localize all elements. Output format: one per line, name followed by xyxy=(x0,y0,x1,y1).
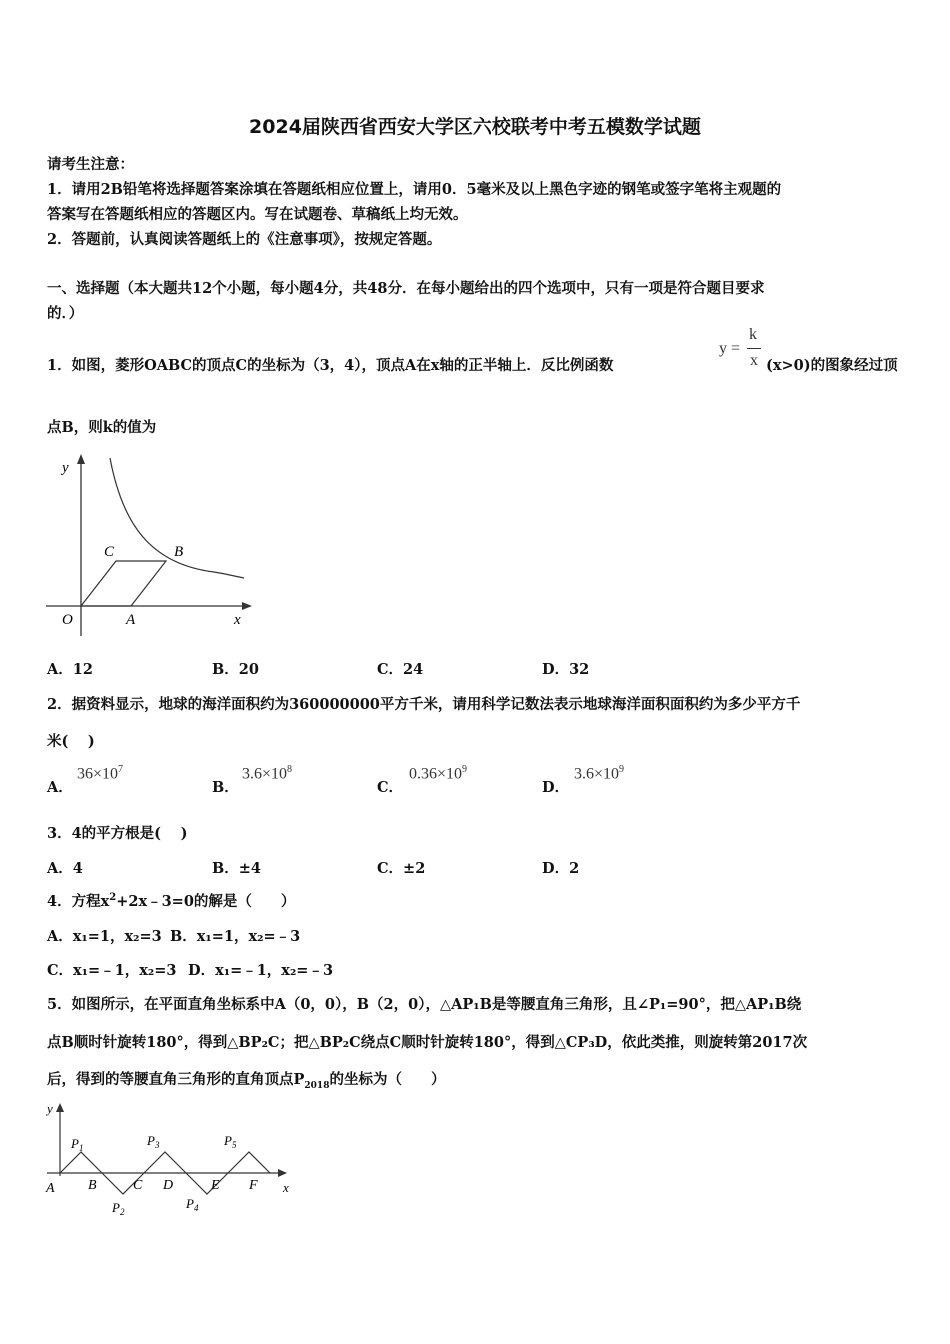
q2-option-a-value: $36\times 10^7$ xyxy=(77,764,124,783)
q1-formula-y: y = xyxy=(719,340,741,357)
q5-figure xyxy=(43,1100,295,1218)
q2-option-c-value: $0.36\times 10^9$ xyxy=(409,764,468,783)
q2-option-d-value: $3.6\times 10^9$ xyxy=(574,764,625,783)
q5-label-p4: $P_4$ xyxy=(186,1196,199,1213)
q1-text-b: (x>0)的图象经过顶 xyxy=(766,357,898,374)
q5-label-p2: $P_2$ xyxy=(112,1200,125,1217)
q5-label-x: x xyxy=(283,1180,289,1195)
q1-text-a: 1．如图，菱形OABC的顶点C的坐标为（3，4），顶点A在x轴的正半轴上．反比例函数 xyxy=(47,357,614,374)
q1-hyperbola xyxy=(110,458,244,578)
q1-rhombus xyxy=(81,561,166,606)
q5-x-arrow xyxy=(278,1169,287,1177)
q2-option-c-label: C． xyxy=(377,779,404,796)
q5-label-a: A xyxy=(46,1181,55,1196)
q5-line-1: 5．如图所示，在平面直角坐标系中A（0，0），B（2，0），△AP₁B是等腰直角三角形，且∠P₁=90°，把△AP₁B绕 xyxy=(47,996,802,1013)
q4-option-b: B．x₁=1，x₂=﹣3 xyxy=(170,928,301,945)
page-title: 2024届陕西省西安大学区六校联考中考五模数学试题 xyxy=(249,116,701,138)
q1-option-c: C．24 xyxy=(377,661,424,678)
q1-option-a: A．12 xyxy=(47,661,93,678)
q1-y-arrow xyxy=(77,454,85,464)
q4-option-c: C．x₁=﹣1，x₂=3 xyxy=(47,962,177,979)
q5-label-p1: $P_1$ xyxy=(71,1136,84,1153)
q5-label-b: B xyxy=(88,1178,97,1193)
q2-line-1: 2．据资料显示，地球的海洋面积约为360000000平方千米，请用科学记数法表示地球海洋面积面积约为多少平方千 xyxy=(47,696,801,713)
q5-line-2: 点B顺时针旋转180°，得到△BP₂C；把△BP₂C绕点C顺时针旋转180°，得到△CP₃D，依此类推，则旋转第2017次 xyxy=(47,1034,808,1051)
q2-option-b-value: $3.6\times 10^8$ xyxy=(242,764,293,783)
q1-label-y: y xyxy=(62,460,69,476)
q1-label-c: C xyxy=(104,544,115,560)
q1-option-b: B．20 xyxy=(212,661,259,678)
q3-option-d: D．2 xyxy=(542,860,580,877)
q5-label-y: y xyxy=(47,1101,53,1116)
q1-fraction-bar xyxy=(747,348,761,349)
q1-label-x: x xyxy=(234,612,241,628)
q1-figure xyxy=(44,452,259,636)
q5-line-3: 后，得到的等腰直角三角形的直角顶点$P_{2018}$的坐标为（ ） xyxy=(47,1071,446,1091)
q3-text: 3．4的平方根是( ) xyxy=(47,825,188,842)
notice-heading: 请考生注意： xyxy=(47,156,134,173)
q1-option-d: D．32 xyxy=(542,661,590,678)
q5-label-c: C xyxy=(133,1178,143,1193)
q3-option-a: A．4 xyxy=(47,860,83,877)
notice-line-1: 1．请用2B铅笔将选择题答案涂填在答题纸相应位置上，请用0．5毫米及以上黑色字迹的钢笔或签字笔将主观题的 xyxy=(47,181,782,198)
q3-option-c: C．±2 xyxy=(377,860,426,877)
q2-option-b-label: B． xyxy=(212,779,239,796)
q5-label-d: D xyxy=(163,1178,174,1193)
q5-y-arrow xyxy=(56,1103,64,1112)
section-1-line-2: 的．） xyxy=(47,305,84,322)
section-1-line-1: 一、选择题（本大题共12个小题，每小题4分，共48分．在每小题给出的四个选项中，只有一项是符合题目要求 xyxy=(47,280,765,297)
q5-label-f: F xyxy=(249,1178,258,1193)
q5-label-p3: $P_3$ xyxy=(147,1133,160,1150)
q5-label-p5: $P_5$ xyxy=(224,1133,237,1150)
q1-formula-den: x xyxy=(750,352,758,369)
notice-line-3: 2．答题前，认真阅读答题纸上的《注意事项》，按规定答题。 xyxy=(47,231,442,248)
q2-option-d-label: D． xyxy=(542,779,570,796)
q2-line-2: 米( ) xyxy=(47,733,95,750)
q3-option-b: B．±4 xyxy=(212,860,261,877)
q1-label-o: O xyxy=(62,612,73,628)
q2-option-a-label: A． xyxy=(47,779,73,796)
q1-text-c: 点B，则k的值为 xyxy=(47,419,157,436)
q1-label-b: B xyxy=(174,544,184,560)
q4-text: 4．方程$x^2+2x﹣3=0$的解是（ ） xyxy=(47,892,296,910)
q1-formula-num: k xyxy=(749,326,757,343)
q1-x-arrow xyxy=(242,602,252,610)
q1-formula xyxy=(719,326,767,374)
q5-label-e: E xyxy=(211,1178,220,1193)
q1-label-a: A xyxy=(126,612,136,628)
notice-line-2: 答案写在答题纸相应的答题区内。写在试题卷、草稿纸上均无效。 xyxy=(47,206,468,223)
q4-option-a: A．x₁=1，x₂=3 xyxy=(47,928,162,945)
q4-option-d: D．x₁=﹣1，x₂=﹣3 xyxy=(188,962,334,979)
